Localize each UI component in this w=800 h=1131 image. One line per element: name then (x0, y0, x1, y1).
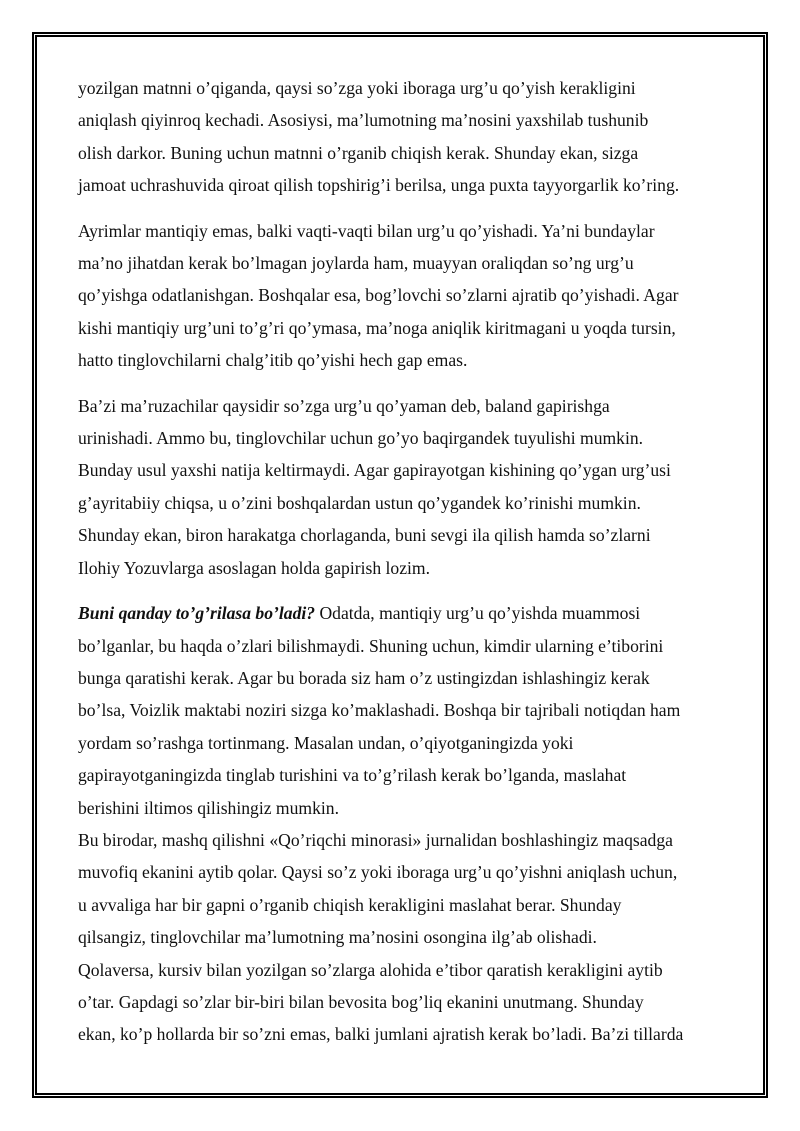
text-line: bunga qaratishi kerak. Agar bu borada siz ham o’z ustingizdan ishlashingiz kerak (78, 667, 650, 688)
text-line: berishini iltimos qilishingiz mumkin. (78, 797, 339, 818)
text-line: ekan, ko’p hollarda bir so’zni emas, balki jumlani ajratish kerak bo’ladi. Ba’zi tillarda (78, 1024, 684, 1045)
section-lead-question: Buni qanday to’g’rilasa bo’ladi? (78, 603, 316, 624)
text-line: qo’yishga odatlanishgan. Boshqalar esa, bog’lovchi so’zlarni ajratib qo’yishadi. Agar (78, 285, 679, 306)
text-line: Bunday usul yaxshi natija keltirmaydi. Agar gapirayotgan kishining qo’ygan urg’usi (78, 460, 671, 481)
text-line: o’tar. Gapdagi so’zlar bir-biri bilan bevosita bog’liq ekanini unutmang. Shunday (78, 991, 644, 1012)
text-line: aniqlash qiyinroq kechadi. Asosiysi, ma’lumotning ma’nosini yaxshilab tushunib (78, 110, 649, 131)
text-line: Qolaversa, kursiv bilan yozilgan so’zlarga alohida e’tibor qaratish kerakligini aytib (78, 959, 663, 980)
paragraph-4 (78, 597, 730, 1051)
text-line: Ba’zi ma’ruzachilar qaysidir so’zga urg’u qo’yaman deb, baland gapirishga (78, 395, 610, 416)
text-line: urinishadi. Ammo bu, tinglovchilar uchun go’yo baqirgandek tuyulishi mumkin. (78, 428, 644, 449)
text-line-rest: Odatda, mantiqiy urg’u qo’yishda muammosi (315, 603, 641, 624)
text-line: kishi mantiqiy urg’uni to’g’ri qo’ymasa, ma’noga aniqlik kiritmagani u yoqda tursin, (78, 317, 676, 338)
text-line: olish darkor. Buning uchun matnni o’rganib chiqish kerak. Shunday ekan, sizga (78, 142, 639, 163)
text-line: g’ayritabiiy chiqsa, u o’zini boshqalardan ustun qo’ygandek ko’rinishi mumkin. (78, 492, 641, 513)
text-line-first (78, 597, 730, 629)
text-line: qilsangiz, tinglovchilar ma’lumotning ma’nosini osongina ilg’ab olishadi. (78, 927, 597, 948)
text-line: ma’no jihatdan kerak bo’lmagan joylarda ham, muayyan oraliqdan so’ng urg’u (78, 253, 634, 274)
text-line: bo’lsa, Voizlik maktabi noziri sizga ko’maklashadi. Boshqa bir tajribali notiqdan ham (78, 700, 681, 721)
text-line: jamoat uchrashuvida qiroat qilish topshirig’i berilsa, unga puxta tayyorgarlik ko’ring. (78, 175, 680, 196)
paragraph-1 (78, 72, 730, 202)
text-line: bo’lganlar, bu haqda o’zlari bilishmaydi. Shuning uchun, kimdir ularning e’tiborini (78, 635, 664, 656)
text-line: hatto tinglovchilarni chalg’itib qo’yishi hech gap emas. (78, 350, 468, 371)
text-line: u avvaliga har bir gapni o’rganib chiqish kerakligini maslahat berar. Shunday (78, 894, 622, 915)
text-line: yozilgan matnni o’qiganda, qaysi so’zga yoki iboraga urg’u qo’yish kerakligini (78, 78, 636, 98)
text-line: gapirayotganingizda tinglab turishini va to’g’rilash kerak bo’lganda, maslahat (78, 765, 627, 786)
text-line: Ilohiy Yozuvlarga asoslagan holda gapirish lozim. (78, 557, 430, 578)
text-line: muvofiq ekanini aytib qolar. Qaysi so’z yoki iboraga urg’u qo’yishni aniqlash uchun, (78, 862, 678, 883)
text-line: Shunday ekan, biron harakatga chorlaganda, buni sevgi ila qilish hamda so’zlarni (78, 525, 651, 546)
text-line: Bu birodar, mashq qilishni «Qo’riqchi minorasi» jurnalidan boshlashingiz maqsadga (78, 829, 673, 850)
paragraph-3 (78, 390, 730, 584)
document-body (78, 72, 730, 1051)
paragraph-2 (78, 215, 730, 377)
text-line: Ayrimlar mantiqiy emas, balki vaqti-vaqti bilan urg’u qo’yishadi. Ya’ni bundaylar (78, 220, 655, 241)
text-line: yordam so’rashga tortinmang. Masalan undan, o’qiyotganingizda yoki (78, 732, 574, 753)
